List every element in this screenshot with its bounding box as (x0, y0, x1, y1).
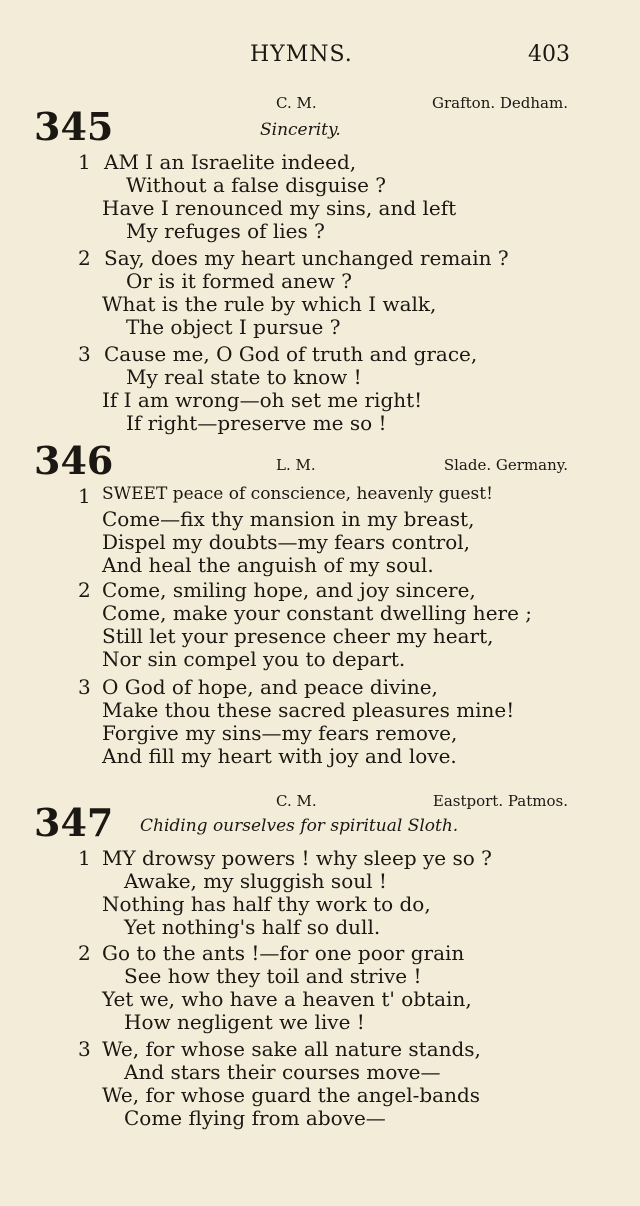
verse-line: What is the rule by which I walk, (102, 292, 437, 316)
verse-line: We, for whose sake all nature stands, (102, 1037, 481, 1061)
verse-line: Make thou these sacred pleasures mine! (102, 698, 515, 722)
verse-line: AM I an Israelite indeed, (104, 150, 357, 174)
verse-number: 3 (78, 675, 91, 699)
verse-line: How negligent we live ! (124, 1010, 365, 1034)
verse-line: The object I pursue ? (126, 315, 341, 339)
verse-number: 2 (78, 941, 91, 965)
hymn-subject: Sincerity. (260, 120, 341, 140)
verse-line: And fill my heart with joy and love. (102, 744, 457, 768)
verse-number: 1 (78, 846, 91, 870)
tune-names: Slade. Germany. (443, 456, 568, 474)
verse-line: If I am wrong—oh set me right! (102, 388, 423, 412)
tune-names: Grafton. Dedham. (431, 94, 568, 112)
verse-number: 1 (78, 150, 91, 174)
verse-line: Nor sin compel you to depart. (102, 647, 406, 671)
verse-line: Yet nothing's half so dull. (124, 915, 381, 939)
page-number: 403 (528, 42, 570, 67)
verse-line: Yet we, who have a heaven t' obtain, (102, 987, 472, 1011)
verse-line: Come, smiling hope, and joy sincere, (102, 578, 476, 602)
verse-number: 3 (78, 1037, 91, 1061)
verse-line: SWEET peace of conscience, heavenly guest! (102, 484, 493, 504)
meter: C. M. (276, 792, 317, 810)
verse-number: 1 (78, 484, 91, 508)
verse-line: Without a false disguise ? (126, 173, 387, 197)
verse-line: Or is it formed anew ? (126, 269, 352, 293)
verse-line: And stars their courses move— (124, 1060, 441, 1084)
hymn-number: 347 (34, 800, 114, 845)
verse-line: My refuges of lies ? (126, 219, 325, 243)
meter: L. M. (276, 456, 316, 474)
verse-line: If right—preserve me so ! (126, 411, 387, 435)
verse-line: Cause me, O God of truth and grace, (104, 342, 478, 366)
tune-names: Eastport. Patmos. (432, 792, 568, 810)
verse-line: Come—fix thy mansion in my breast, (102, 507, 475, 531)
running-title: HYMNS. (250, 42, 353, 67)
verse-line: See how they toil and strive ! (124, 964, 422, 988)
verse-line: Awake, my sluggish soul ! (124, 869, 387, 893)
meter: C. M. (276, 94, 317, 112)
verse-line: MY drowsy powers ! why sleep ye so ? (102, 846, 492, 870)
hymn-number: 346 (34, 438, 114, 483)
verse-line: Say, does my heart unchanged remain ? (104, 246, 509, 270)
verse-line: Forgive my sins—my fears remove, (102, 721, 458, 745)
verse-line: Go to the ants !—for one poor grain (102, 941, 465, 965)
verse-number: 3 (78, 342, 91, 366)
verse-number: 2 (78, 246, 91, 270)
verse-line: And heal the anguish of my soul. (102, 553, 434, 577)
running-head (0, 42, 640, 74)
verse-line: Nothing has half thy work to do, (102, 892, 431, 916)
verse-number: 2 (78, 578, 91, 602)
verse-line: Dispel my doubts—my fears control, (102, 530, 471, 554)
verse-line: Come, make your constant dwelling here ; (102, 601, 533, 625)
verse-line: Come flying from above— (124, 1106, 386, 1130)
verse-line: Have I renounced my sins, and left (102, 196, 457, 220)
hymn-subject: Chiding ourselves for spiritual Sloth. (140, 816, 459, 836)
verse-line: We, for whose guard the angel-bands (102, 1083, 481, 1107)
verse-line: Still let your presence cheer my heart, (102, 624, 494, 648)
hymn-number: 345 (34, 104, 114, 149)
verse-line: My real state to know ! (126, 365, 362, 389)
verse-line: O God of hope, and peace divine, (102, 675, 438, 699)
